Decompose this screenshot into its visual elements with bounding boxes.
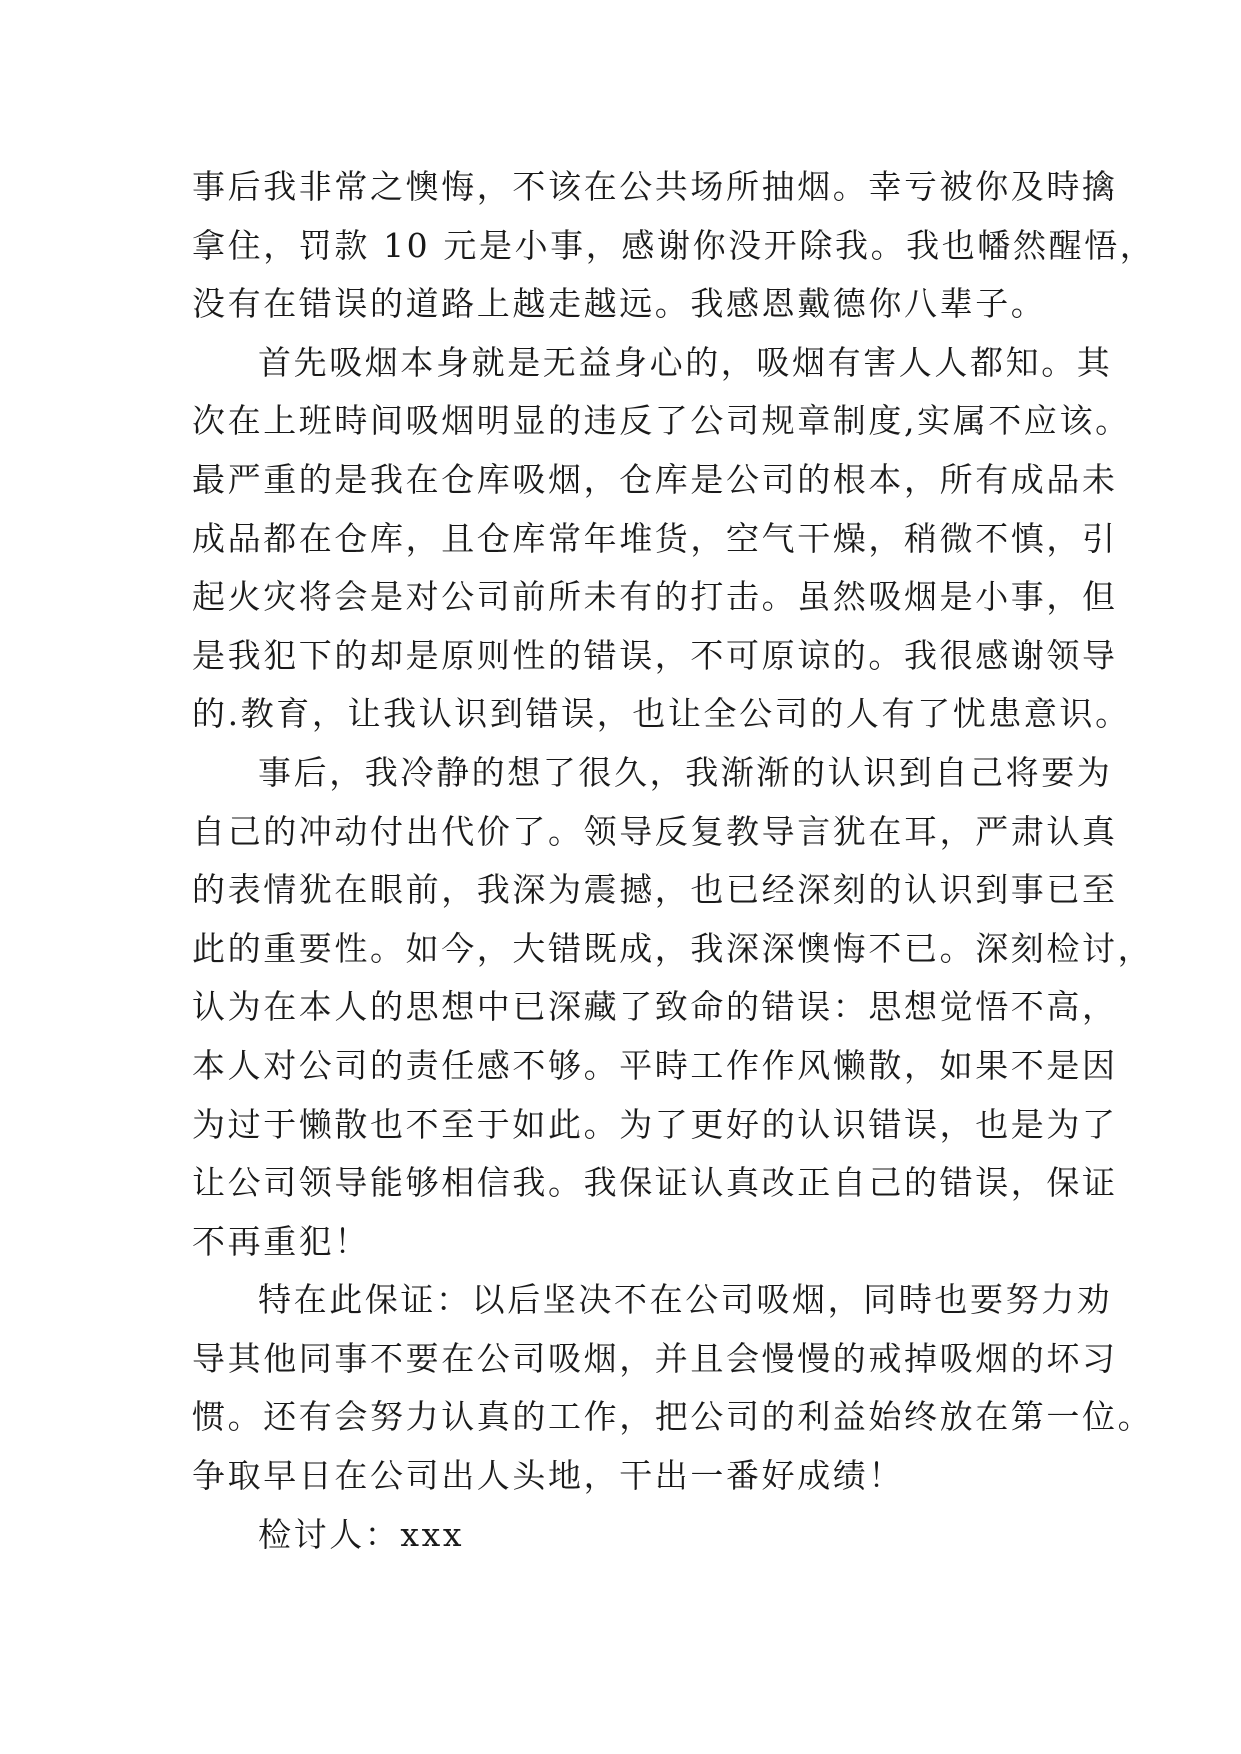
text-line: 的表情犹在眼前，我深为震撼，也已经深刻的认识到事已至 [192, 870, 1118, 910]
paragraph-start-line: 事后，我冷静的想了很久，我渐渐的认识到自己将要为 [258, 752, 1113, 792]
text-line: 争取早日在公司出人头地，干出一番好成绩！ [192, 1456, 904, 1496]
text-line: 导其他同事不要在公司吸烟，并且会慢慢的戒掉吸烟的坏习 [192, 1338, 1118, 1378]
text-line: 此的重要性。如今，大错既成，我深深懊悔不已。深刻检讨， [192, 928, 1154, 968]
text-line: 最严重的是我在仓库吸烟，仓库是公司的根本，所有成品未 [192, 459, 1118, 499]
text-line: 事后我非常之懊悔，不该在公共场所抽烟。幸亏被你及時擒 [192, 167, 1118, 206]
text-line: 自己的冲动付出代价了。领导反复教导言犹在耳，严肃认真 [192, 811, 1118, 851]
text-line: 为过于懒散也不至于如此。为了更好的认识错误，也是为了 [192, 1104, 1118, 1144]
text-line: 没有在错误的道路上越走越远。我感恩戴德你八辈子。 [192, 284, 1047, 324]
paragraph-start-line: 特在此保证：以后坚决不在公司吸烟，同時也要努力劝 [258, 1280, 1113, 1320]
text-line: 起火灾将会是对公司前所未有的打击。虽然吸烟是小事，但 [192, 577, 1118, 617]
text-line: 认为在本人的思想中已深藏了致命的错误：思想觉悟不高， [192, 987, 1118, 1027]
text-line: 本人对公司的责任感不够。平時工作作风懒散，如果不是因 [192, 1045, 1118, 1085]
signature-line: 检讨人：xxx [258, 1514, 465, 1554]
document-body [192, 158, 1156, 1564]
text-line: 次在上班時间吸烟明显的违反了公司规章制度,实属不应该。 [192, 401, 1131, 441]
text-line: 是我犯下的却是原则性的错误，不可原谅的。我很感谢领导 [192, 635, 1118, 675]
text-line: 拿住，罚款 10 元是小事，感谢你没开除我。我也幡然醒悟， [192, 225, 1156, 265]
paragraph-start-line: 首先吸烟本身就是无益身心的，吸烟有害人人都知。其 [258, 342, 1113, 382]
text-line: 不再重犯！ [192, 1221, 370, 1261]
text-line: 让公司领导能够相信我。我保证认真改正自己的错误，保证 [192, 1163, 1118, 1203]
text-line: 的.教育，让我认识到错误，也让全公司的人有了忧患意识。 [192, 694, 1131, 734]
text-line: 成品都在仓库，且仓库常年堆货，空气干燥，稍微不慎，引 [192, 518, 1118, 558]
text-line: 惯。还有会努力认真的工作，把公司的利益始终放在第一位。 [192, 1397, 1154, 1437]
